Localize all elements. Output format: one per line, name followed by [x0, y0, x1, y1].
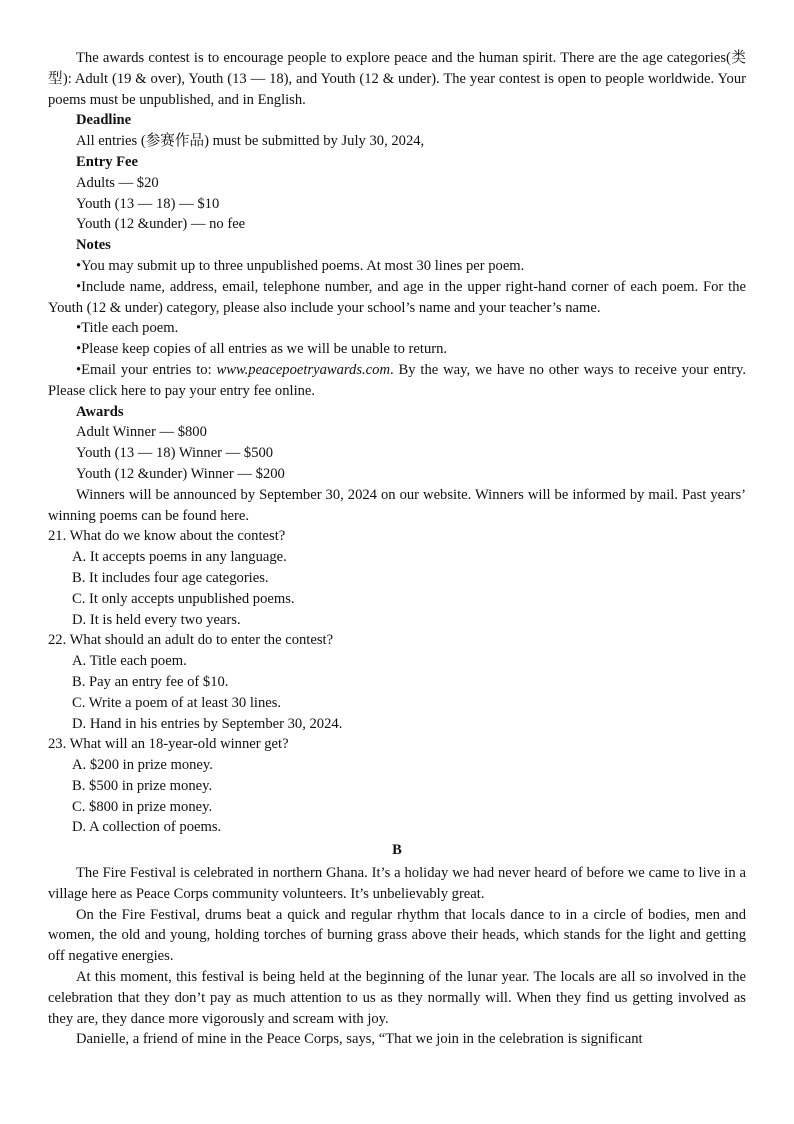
entry-fee-heading: Entry Fee — [76, 153, 139, 170]
section-b-paragraph-1: The Fire Festival is celebrated in northern Ghana. It’s a holiday we had never heard of before we came to live in a village here as Peace Corps community volunteers. It’s unbelievably great. — [48, 865, 746, 902]
question-21: 21. What do we know about the contest? — [48, 528, 286, 545]
question-22-option-d: D. Hand in his entries by September 30, 2024. — [72, 715, 343, 732]
awards-note: Winners will be announced by September 30, 2024 on our website. Winners will be informed by mail. Past years’ winning poems can be found here. — [48, 486, 746, 524]
question-22-option-a: A. Title each poem. — [72, 653, 187, 670]
question-22-option-c: C. Write a poem of at least 30 lines. — [72, 694, 282, 711]
question-22: 22. What should an adult do to enter the contest? — [48, 632, 334, 649]
note-2: •Include name, address, email, telephone number, and age in the upper right-hand corner of each poem. For the Youth (12 & under) category, please also include your school’s name and your teacher’s name. — [48, 278, 746, 316]
question-22-option-b: B. Pay an entry fee of $10. — [72, 673, 229, 690]
question-21-option-b: B. It includes four age categories. — [72, 569, 269, 586]
notes-heading: Notes — [76, 237, 111, 254]
question-23: 23. What will an 18-year-old winner get? — [48, 736, 289, 753]
question-23-option-b: B. $500 in prize money. — [72, 777, 213, 794]
section-b-paragraph-4: Danielle, a friend of mine in the Peace Corps, says, “That we join in the celebration is significant — [76, 1031, 643, 1048]
award-adult: Adult Winner — $800 — [76, 424, 207, 441]
question-23-option-c: C. $800 in prize money. — [72, 798, 213, 815]
note-5 — [48, 360, 746, 402]
question-23-option-a: A. $200 in prize money. — [72, 757, 213, 774]
award-youth-12-under: Youth (12 &under) Winner — $200 — [76, 465, 285, 482]
note-4: •Please keep copies of all entries as we will be unable to return. — [76, 341, 448, 358]
section-b-label: B — [392, 842, 402, 859]
entry-fee-youth-12-under: Youth (12 &under) — no fee — [76, 216, 246, 233]
note-3: •Title each poem. — [76, 320, 179, 337]
question-21-option-d: D. It is held every two years. — [72, 611, 241, 628]
deadline-text: All entries (参赛作品) must be submitted by July 30, 2024, — [76, 133, 425, 150]
note-5-prefix: •Email your entries to: — [76, 361, 217, 378]
question-21-option-a: A. It accepts poems in any language. — [72, 549, 287, 566]
note-1: •You may submit up to three unpublished poems. At most 30 lines per poem. — [76, 257, 525, 274]
deadline-heading: Deadline — [76, 112, 132, 129]
question-21-option-c: C. It only accepts unpublished poems. — [72, 590, 295, 607]
intro-paragraph: The awards contest is to encourage people to explore peace and the human spirit. There are the age categories(类型): Adult (19 & over), Youth (13 — 18), and Youth (12 & under). The year contest is open to people worldwide. Your poems must be unpublished, and in English. — [48, 50, 746, 108]
entry-fee-adults: Adults — $20 — [76, 174, 159, 191]
section-b-paragraph-3: At this moment, this festival is being held at the beginning of the lunar year. The locals are all so involved in the celebration that they don’t pay as much attention to us as they normally will. When they find us getting involved as they are, they dance more vigorously and scream with joy. — [48, 969, 746, 1027]
entry-fee-youth-13-18: Youth (13 — 18) — $10 — [76, 195, 220, 212]
award-youth-13-18: Youth (13 — 18) Winner — $500 — [76, 445, 274, 462]
email-link[interactable]: www.peacepoetryawards.com — [216, 361, 390, 378]
awards-heading: Awards — [76, 403, 124, 420]
note-5-suffix: . By the way, we have no other ways to receive your entry. Please click here to pay your entry fee online. — [48, 361, 746, 399]
section-b-paragraph-2: On the Fire Festival, drums beat a quick and regular rhythm that locals dance to in a circle of bodies, men and women, the old and young, holding torches of burning grass above their heads, which stands for the light and getting off negative energies. — [48, 906, 746, 965]
question-23-option-d: D. A collection of poems. — [72, 819, 222, 836]
document-page — [48, 48, 746, 1050]
